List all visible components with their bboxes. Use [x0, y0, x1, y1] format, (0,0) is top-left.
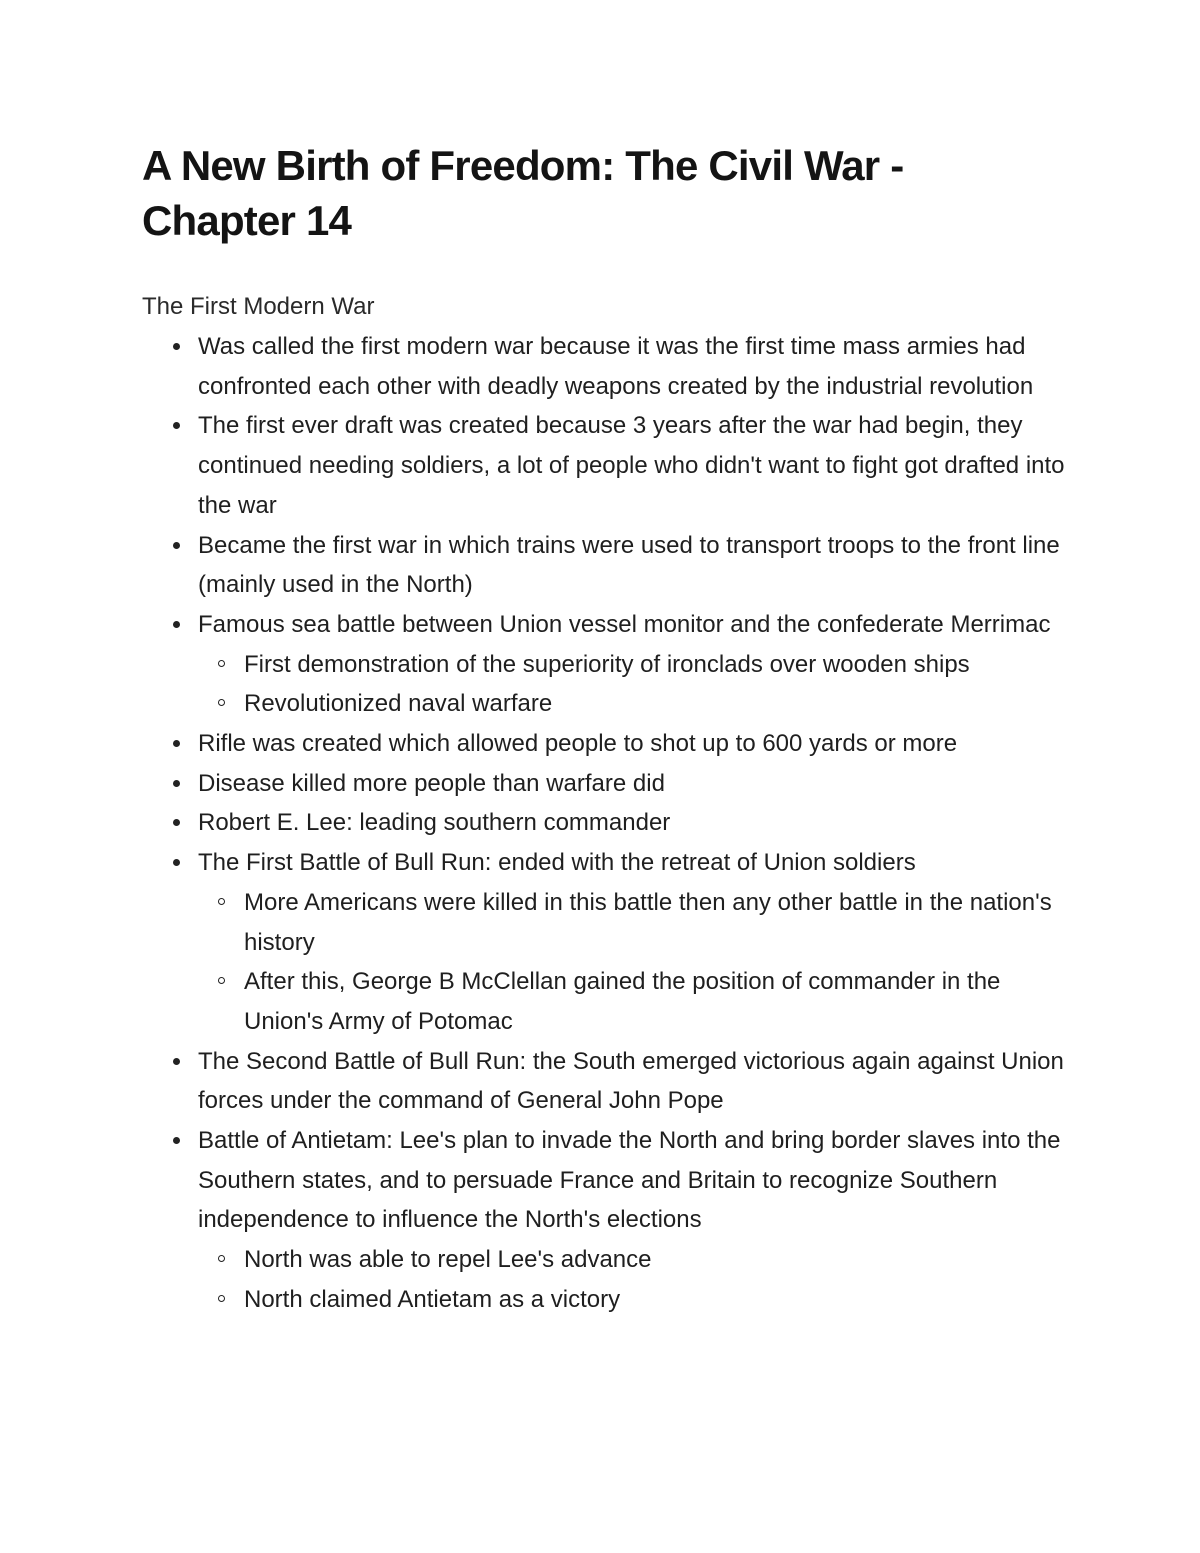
bullet-item	[142, 724, 1072, 764]
bullet-item	[142, 605, 1072, 724]
bullet-item	[142, 1121, 1072, 1320]
sub-bullet-list	[198, 645, 1072, 724]
bullet-text: Robert E. Lee: leading southern commander	[198, 809, 671, 837]
bullet-text: The First Battle of Bull Run: ended with the retreat of Union soldiers	[198, 849, 916, 877]
bullet-item	[142, 803, 1072, 843]
bullet-text: The Second Battle of Bull Run: the South emerged victorious again against Union forces under the command of General John Pope	[198, 1047, 1064, 1115]
bullet-list	[142, 327, 1072, 1320]
section-heading: The First Modern War	[142, 293, 375, 320]
bullet-item	[142, 1042, 1072, 1121]
bullet-text: Battle of Antietam: Lee's plan to invade the North and bring border slaves into the Southern states, and to persuade France and Britain to recognize Southern independence to influence the North's elections	[198, 1127, 1061, 1234]
bullet-text: Rifle was created which allowed people to shot up to 600 yards or more	[198, 730, 958, 758]
bullet-item	[142, 843, 1072, 1042]
bullet-item	[142, 327, 1072, 406]
bullet-item	[142, 526, 1072, 605]
sub-bullet-item: North was able to repel Lee's advance	[198, 1240, 1072, 1280]
bullet-text: Became the first war in which trains were used to transport troops to the front line (mainly used in the North)	[198, 531, 1060, 599]
bullet-text: Famous sea battle between Union vessel monitor and the confederate Merrimac	[198, 610, 1051, 638]
sub-bullet-item: North claimed Antietam as a victory	[198, 1280, 1072, 1320]
sub-bullet-list	[198, 883, 1072, 1042]
bullet-item	[142, 764, 1072, 804]
sub-bullet-item: More Americans were killed in this battle then any other battle in the nation's history	[198, 883, 1072, 962]
sub-bullet-item: After this, George B McClellan gained the position of commander in the Union's Army of Potomac	[198, 962, 1072, 1041]
bullet-text: The first ever draft was created because 3 years after the war had begin, they continued needing soldiers, a lot of people who didn't want to fight got drafted into the war	[198, 412, 1065, 519]
document-title: A New Birth of Freedom: The Civil War - Chapter 14	[142, 142, 904, 244]
bullet-text: Disease killed more people than warfare did	[198, 769, 665, 797]
bullet-text: Was called the first modern war because it was the first time mass armies had confronted each other with deadly weapons created by the industrial revolution	[198, 333, 1034, 400]
sub-bullet-item: First demonstration of the superiority of ironclads over wooden ships	[198, 645, 1072, 685]
bullet-item	[142, 406, 1072, 525]
sub-bullet-item: Revolutionized naval warfare	[198, 684, 1072, 724]
sub-bullet-list	[198, 1240, 1072, 1319]
